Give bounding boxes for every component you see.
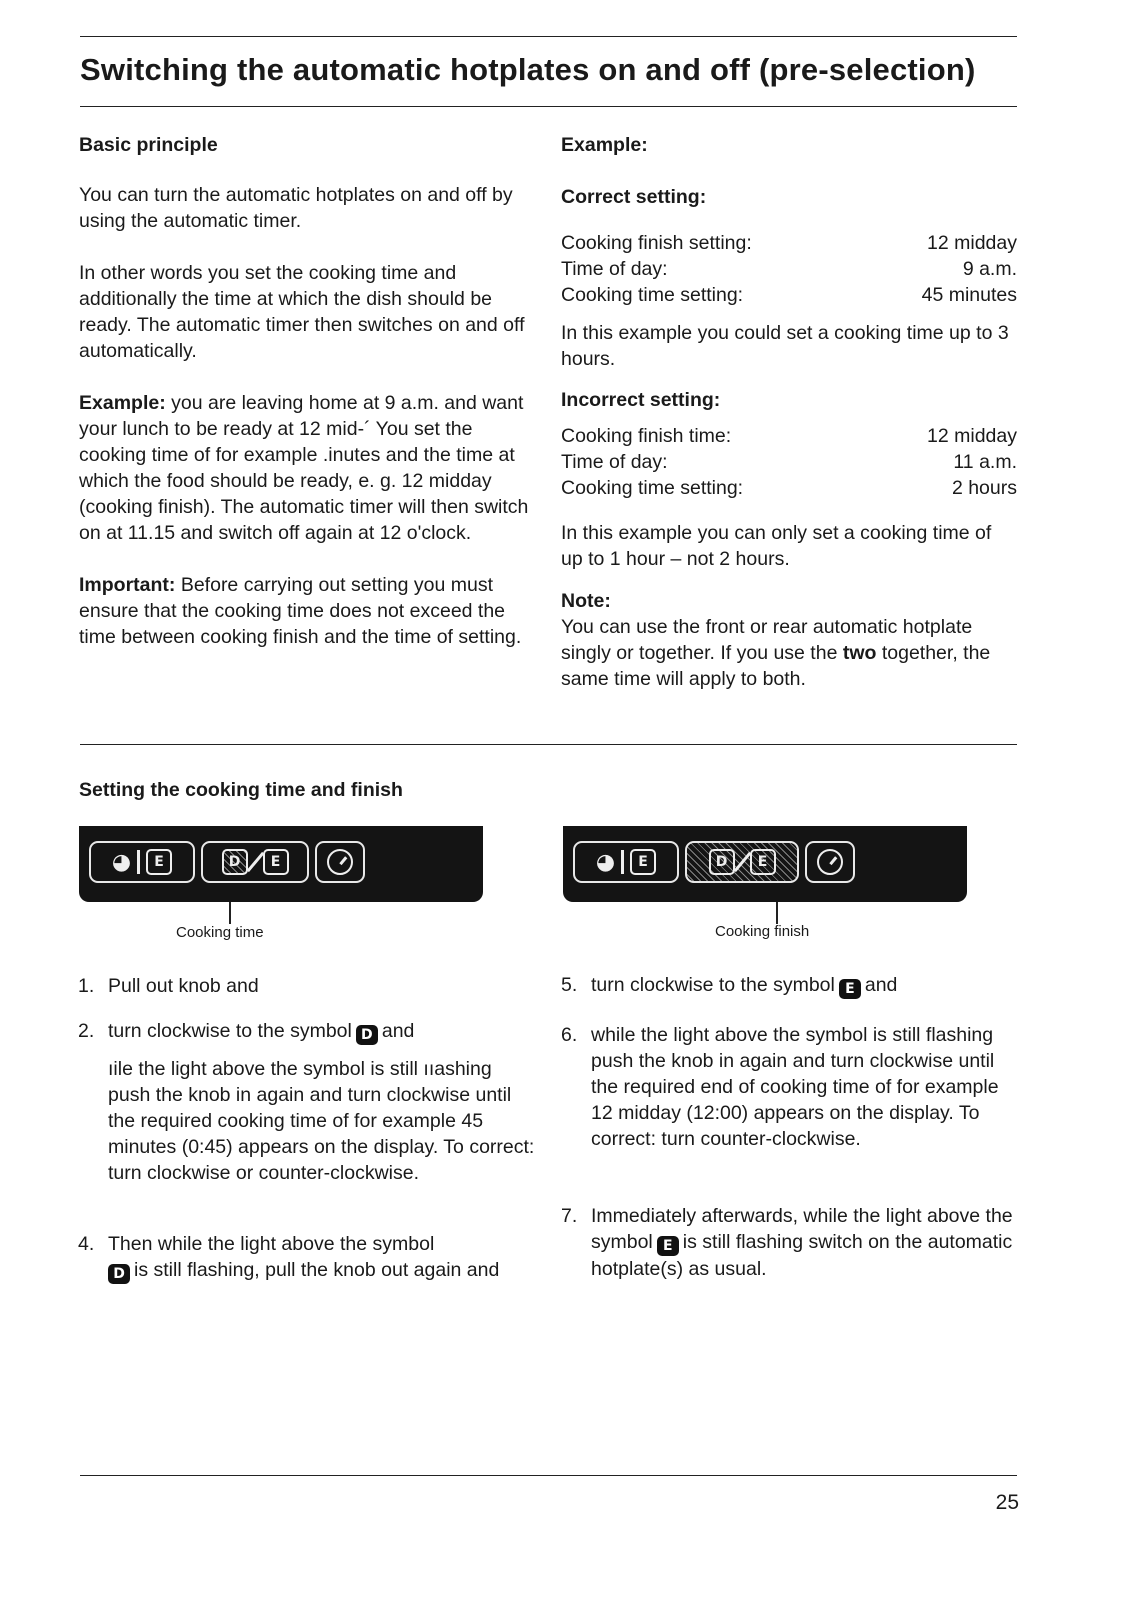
- row-label: Cooking finish time:: [561, 425, 732, 447]
- step-text-b: is still flashing switch on the automatic hotplate(s) as usual.: [591, 1231, 1013, 1280]
- example-paragraph: [79, 390, 534, 546]
- step-1: [78, 973, 538, 999]
- step-text-a: Immediately afterwards, while the light above the symbol: [591, 1205, 1013, 1253]
- step-text: [108, 1231, 538, 1284]
- correct-setting-table: [561, 230, 1017, 308]
- cooking-time-caption: Cooking time: [176, 924, 264, 941]
- top-rule: [80, 36, 1017, 37]
- step-text-a: turn clockwise to the symbol: [591, 974, 835, 996]
- page-title: Switching the automatic hotplates on and off (pre-selection): [80, 52, 976, 87]
- knob-symbol-box: [573, 841, 679, 883]
- de-symbol-box: [685, 841, 799, 883]
- important-text: Before carrying out setting you must ensure that the cooking time does not exceed the time between cooking finish and the time of setting.: [79, 574, 522, 648]
- note-heading: Note:: [561, 590, 611, 612]
- divider-bar: [621, 850, 624, 874]
- example-text: you are leaving home at 9 a.m. and want your lunch to be ready at 12 mid-´ You set the cooking time of for example .inutes and the time at which the food should be ready, e. g. 12 midday (cooking finish). The automatic timer will then switch on at 11.15 and switch off again at 12 o'clock.: [79, 392, 529, 544]
- step-text-b: and: [864, 974, 898, 996]
- basic-principle-column: [79, 132, 534, 650]
- basic-principle-heading: Basic principle: [79, 134, 218, 156]
- control-panel-right: [563, 826, 967, 902]
- step-number: 2.: [78, 1020, 95, 1042]
- important-label: Important:: [79, 574, 176, 596]
- hotplate-knob-icon: ◕: [595, 849, 616, 875]
- cooking-time-pointer: [229, 902, 231, 924]
- table-row: [561, 230, 1017, 256]
- correct-note: In this example you could set a cooking time up to 3 hours.: [561, 322, 1009, 370]
- cooking-finish-pointer: [776, 902, 778, 924]
- step-6: [561, 1022, 1017, 1152]
- footer-rule: [80, 1475, 1017, 1476]
- incorrect-setting-heading: Incorrect setting:: [561, 389, 721, 411]
- example-label: Example:: [79, 392, 166, 414]
- e-symbol-icon: E: [263, 849, 289, 875]
- row-value: 12 midday: [927, 425, 1017, 447]
- correct-setting-heading: Correct setting:: [561, 186, 707, 208]
- step-7: [561, 1203, 1017, 1282]
- divider-bar: [246, 852, 264, 872]
- step-number: 7.: [561, 1205, 578, 1227]
- e-symbol-icon: E: [839, 979, 861, 999]
- step-5: [561, 972, 1017, 999]
- section-rule: [80, 744, 1017, 745]
- row-label: Time of day:: [561, 258, 668, 280]
- row-label: Time of day:: [561, 451, 668, 473]
- step-2: [78, 1018, 538, 1045]
- incorrect-note: In this example you can only set a cooking time of up to 1 hour – not 2 hours.: [561, 522, 992, 570]
- step-text: [108, 1018, 538, 1045]
- table-row: [561, 475, 1017, 501]
- de-symbol-box: [201, 841, 309, 883]
- basic-principle-para2: In other words you set the cooking time and additionally the time at which the dish should be ready. The automatic timer then switches on and off automatically.: [79, 262, 525, 362]
- note-text-a: You can use the front or rear automatic hotplate singly or together. If you use the: [561, 616, 973, 664]
- step-4: [78, 1231, 538, 1284]
- hotplate-knob-icon: ◕: [111, 849, 132, 875]
- step-3: [78, 1056, 538, 1186]
- row-value: 2 hours: [951, 477, 1017, 499]
- d-symbol-icon: D: [108, 1264, 130, 1284]
- step-text: Pull out knob and: [108, 975, 259, 997]
- table-row: [561, 282, 1017, 308]
- setting-section-heading: Setting the cooking time and finish: [79, 779, 403, 801]
- e-symbol-icon: E: [630, 849, 656, 875]
- table-row: [561, 449, 1017, 475]
- row-value: 45 minutes: [921, 284, 1017, 306]
- clock-icon: [327, 849, 353, 875]
- step-number: 4.: [78, 1233, 95, 1255]
- step-text: [591, 972, 1017, 999]
- row-label: Cooking time setting:: [561, 284, 744, 306]
- step-text: [591, 1203, 1017, 1282]
- divider-bar: [137, 850, 140, 874]
- incorrect-setting-table: [561, 423, 1017, 501]
- note-text-b: together, the same time will apply to both.: [561, 642, 991, 690]
- table-row: [561, 423, 1017, 449]
- step-number: 1.: [78, 975, 95, 997]
- table-row: [561, 256, 1017, 282]
- row-value: 11 a.m.: [953, 451, 1017, 473]
- example-heading: Example:: [561, 134, 648, 156]
- d-symbol-icon: D: [222, 849, 248, 875]
- clock-symbol-box: [805, 841, 855, 883]
- row-value: 9 a.m.: [962, 258, 1017, 280]
- row-value: 12 midday: [927, 232, 1017, 254]
- row-label: Cooking time setting:: [561, 477, 744, 499]
- step-text-b: is still flashing, pull the knob out again and: [134, 1259, 500, 1281]
- control-panel-left: [79, 826, 483, 902]
- example-column: [561, 132, 1017, 692]
- step-number: 5.: [561, 974, 578, 996]
- step-text-b: and: [381, 1020, 415, 1042]
- page-number: 25: [995, 1491, 1019, 1514]
- clock-symbol-box: [315, 841, 365, 883]
- note-text-bold: two: [842, 642, 877, 664]
- e-symbol-icon: E: [657, 1236, 679, 1256]
- step-text: ıile the light above the symbol is still ııashing push the knob in again and turn clockwise until the required cooking time of for example 45 minutes (0:45) appears on the display. To correct: turn clockwise or counter-clockwise.: [108, 1058, 535, 1184]
- note-text: [561, 614, 1017, 692]
- step-number: 6.: [561, 1024, 578, 1046]
- step-text-a: turn clockwise to the symbol: [108, 1020, 352, 1042]
- clock-icon: [817, 849, 843, 875]
- basic-principle-para1: You can turn the automatic hotplates on and off by using the automatic timer.: [79, 184, 513, 232]
- cooking-finish-caption: Cooking finish: [715, 923, 810, 940]
- important-paragraph: [79, 572, 534, 650]
- d-symbol-icon: D: [709, 849, 735, 875]
- row-label: Cooking finish setting:: [561, 232, 752, 254]
- d-symbol-icon: D: [356, 1025, 378, 1045]
- step-text-a: Then while the light above the symbol: [108, 1233, 435, 1255]
- title-rule: [80, 106, 1017, 107]
- divider-bar: [733, 852, 751, 872]
- e-symbol-icon: E: [146, 849, 172, 875]
- e-symbol-icon: E: [750, 849, 776, 875]
- knob-symbol-box: [89, 841, 195, 883]
- step-text: while the light above the symbol is still flashing push the knob in again and turn clockwise until the required end of cooking time of for example 12 midday (12:00) appears on the display. To correct: turn counter-clockwise.: [591, 1024, 999, 1150]
